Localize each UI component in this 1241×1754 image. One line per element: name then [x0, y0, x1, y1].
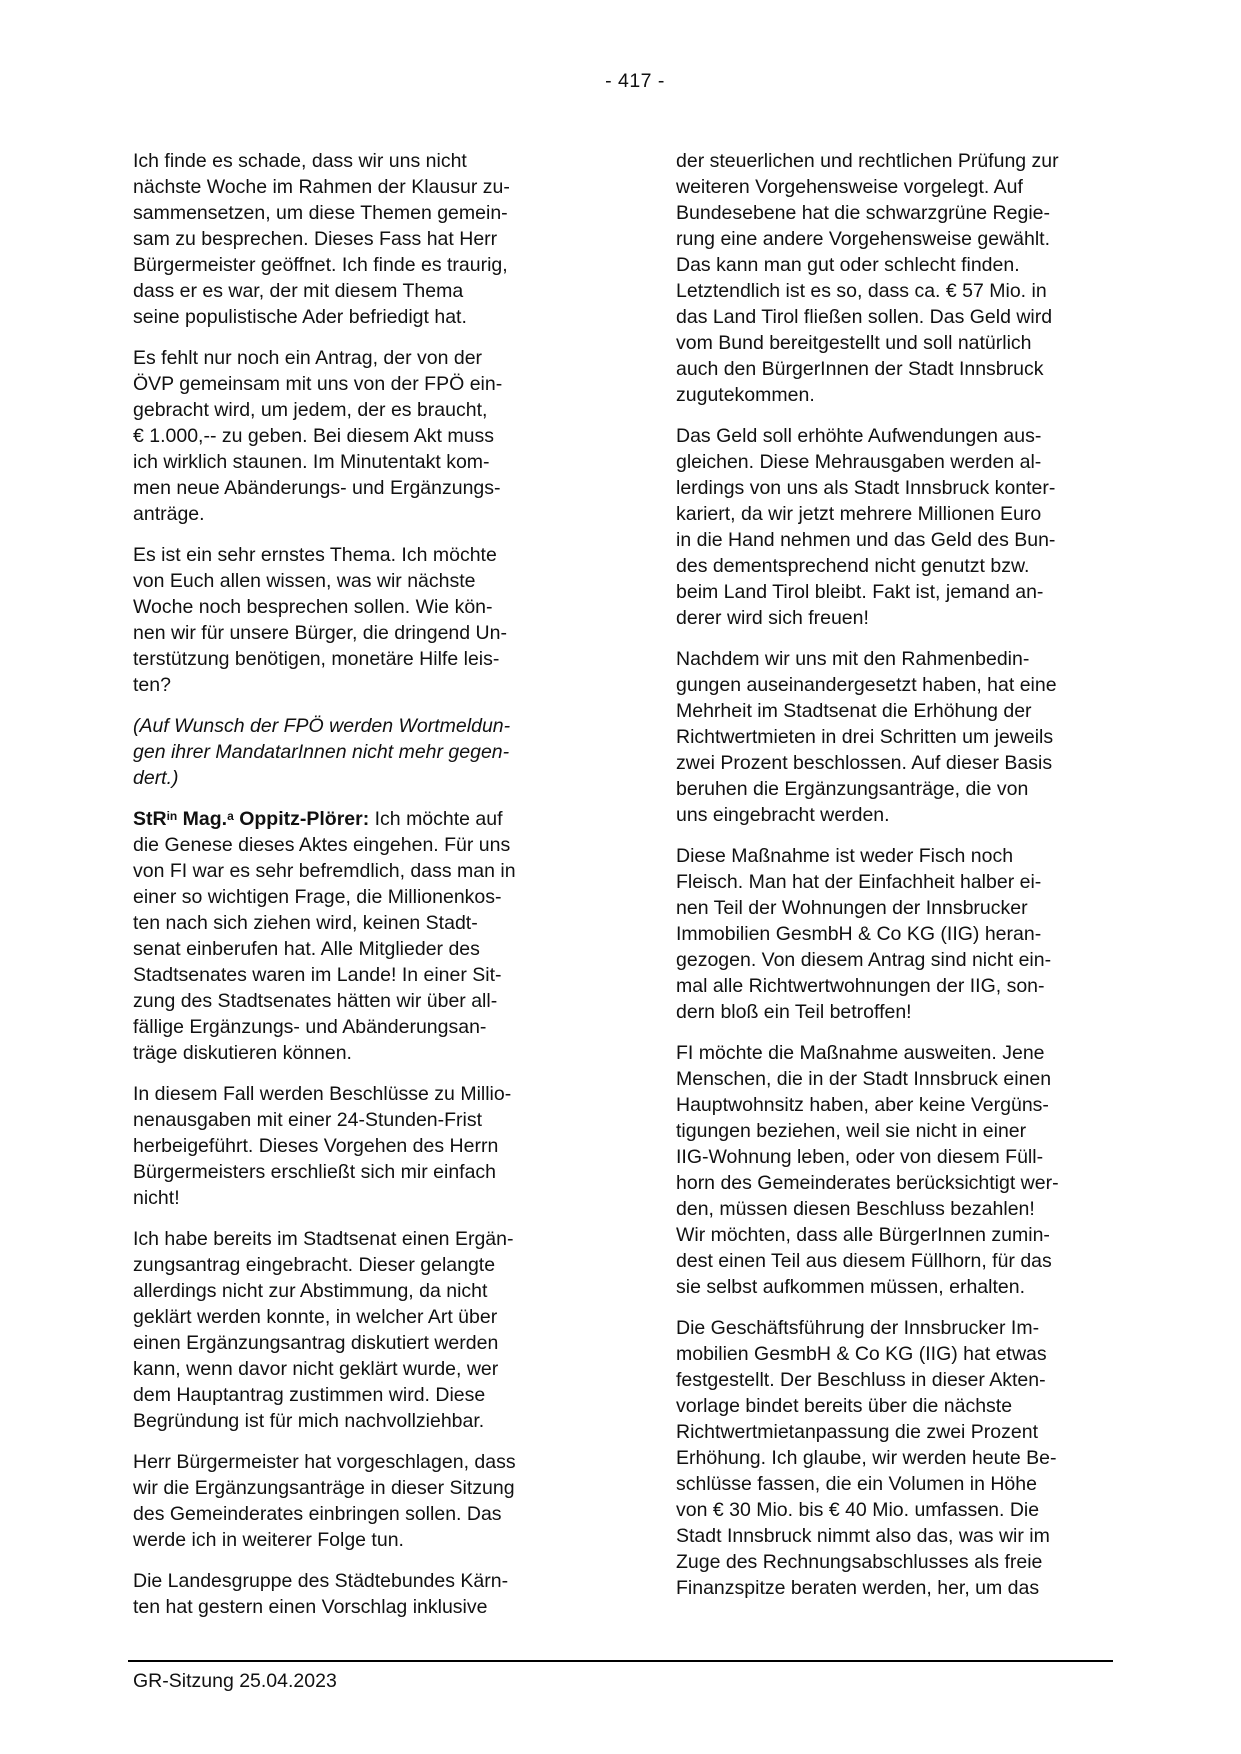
- text-line: sam zu besprechen. Dieses Fass hat Herr: [133, 228, 498, 250]
- text-line: nenausgaben mit einer 24-Stunden-Frist: [133, 1109, 483, 1131]
- speaker-name-part: Mag.: [177, 808, 228, 830]
- text-line: wir die Ergänzungsanträge in dieser Sitzung: [133, 1477, 515, 1499]
- text-line: ich wirklich staunen. Im Minutentakt kom-: [133, 451, 490, 473]
- text-line: Zuge des Rechnungsabschlusses als freie: [676, 1551, 1043, 1573]
- text-line: ÖVP gemeinsam mit uns von der FPÖ ein-: [133, 373, 503, 395]
- text-line: tigungen beziehen, weil sie nicht in einer: [676, 1120, 1027, 1142]
- text-line: mal alle Richtwertwohnungen der IIG, son-: [676, 975, 1045, 997]
- paragraph: [133, 806, 583, 1066]
- text-line: allerdings nicht zur Abstimmung, da nicht: [133, 1280, 488, 1302]
- text-line: Richtwertmietanpassung die zwei Prozent: [676, 1421, 1039, 1443]
- paragraph: [133, 1226, 583, 1434]
- text-line: Nachdem wir uns mit den Rahmenbedin-: [676, 648, 1030, 670]
- footer-session-label: GR-Sitzung 25.04.2023: [133, 1670, 337, 1692]
- paragraph: [133, 1449, 583, 1553]
- text-line: Es ist ein sehr ernstes Thema. Ich möchte: [133, 544, 497, 566]
- text-line: herbeigeführt. Dieses Vorgehen des Herrn: [133, 1135, 499, 1157]
- text-line: In diesem Fall werden Beschlüsse zu Millio-: [133, 1083, 512, 1105]
- text-line: dest einen Teil aus diesem Füllhorn, für das: [676, 1250, 1052, 1272]
- text-line: [133, 806, 583, 832]
- text-line: nicht!: [133, 1187, 180, 1209]
- text-line: Die Geschäftsführung der Innsbrucker Im-: [676, 1317, 1040, 1339]
- footer-divider: [128, 1660, 1113, 1662]
- text-line: gebracht wird, um jedem, der es braucht,: [133, 399, 488, 421]
- text-line: festgestellt. Der Beschluss in dieser Akten-: [676, 1369, 1046, 1391]
- text-line: dass er es war, der mit diesem Thema: [133, 280, 464, 302]
- text-line: des dementsprechend nicht genutzt bzw.: [676, 555, 1030, 577]
- text-line: ten hat gestern einen Vorschlag inklusive: [133, 1596, 488, 1618]
- text-line: weiteren Vorgehensweise vorgelegt. Auf: [676, 176, 1023, 198]
- paragraph: [133, 148, 583, 330]
- text-line: Finanzspitze beraten werden, her, um das: [676, 1577, 1040, 1599]
- text-line: gleichen. Diese Mehrausgaben werden al-: [676, 451, 1042, 473]
- text-line: Die Landesgruppe des Städtebundes Kärn-: [133, 1570, 509, 1592]
- text-line: sie selbst aufkommen müssen, erhalten.: [676, 1276, 1026, 1298]
- text-line: mobilien GesmbH & Co KG (IIG) hat etwas: [676, 1343, 1047, 1365]
- text-line: geklärt werden konnte, in welcher Art über: [133, 1306, 498, 1328]
- text-line: zung des Stadtsenates hätten wir über all-: [133, 990, 498, 1012]
- text-line: Herr Bürgermeister hat vorgeschlagen, dass: [133, 1451, 516, 1473]
- speaker-name-part: Oppitz-Plörer:: [233, 808, 370, 830]
- text-line: die Genese dieses Aktes eingehen. Für uns: [133, 834, 511, 856]
- speaker-name-part: StR: [133, 808, 167, 830]
- paragraph: [133, 542, 583, 698]
- text-line: zungsantrag eingebracht. Dieser gelangte: [133, 1254, 496, 1276]
- text-line: träge diskutieren können.: [133, 1042, 352, 1064]
- text-line: den, müssen diesen Beschluss bezahlen!: [676, 1198, 1035, 1220]
- paragraph: [676, 843, 1126, 1025]
- text-line: Bundesebene hat die schwarzgrüne Regie-: [676, 202, 1050, 224]
- text-line: beim Land Tirol bleibt. Fakt ist, jemand an-: [676, 581, 1044, 603]
- text-line: schlüsse fassen, die ein Volumen in Höhe: [676, 1473, 1037, 1495]
- paragraph: [676, 1040, 1126, 1300]
- text-line: gezogen. Von diesem Antrag sind nicht ein-: [676, 949, 1052, 971]
- text-line: Stadtsenates waren im Lande! In einer Sit-: [133, 964, 502, 986]
- text-line: dem Hauptantrag zustimmen wird. Diese: [133, 1384, 486, 1406]
- left-text-column: [133, 148, 583, 1635]
- text-line: men neue Abänderungs- und Ergänzungs-: [133, 477, 501, 499]
- text-line: vom Bund bereitgestellt und soll natürlich: [676, 332, 1032, 354]
- text-line: senat einberufen hat. Alle Mitglieder des: [133, 938, 480, 960]
- text-line: FI möchte die Maßnahme ausweiten. Jene: [676, 1042, 1045, 1064]
- text-line: von FI war es sehr befremdlich, dass man in: [133, 860, 516, 882]
- text-line: terstützung benötigen, monetäre Hilfe leis-: [133, 648, 500, 670]
- text-line: von Euch allen wissen, was wir nächste: [133, 570, 476, 592]
- text-line: auch den BürgerInnen der Stadt Innsbruck: [676, 358, 1044, 380]
- page-number: - 417 -: [605, 70, 665, 92]
- text-line: nen wir für unsere Bürger, die dringend Un-: [133, 622, 507, 644]
- text-line: sammensetzen, um diese Themen gemein-: [133, 202, 508, 224]
- paragraph: [676, 1315, 1126, 1601]
- text-line: derer wird sich freuen!: [676, 607, 869, 629]
- text-line: ten nach sich ziehen wird, keinen Stadt-: [133, 912, 478, 934]
- text-line: Mehrheit im Stadtsenat die Erhöhung der: [676, 700, 1032, 722]
- text-line: ten?: [133, 674, 171, 696]
- text-line: zwei Prozent beschlossen. Auf dieser Basis: [676, 752, 1053, 774]
- paragraph: [676, 423, 1126, 631]
- text-line: Letztendlich ist es so, dass ca. € 57 Mio. in: [676, 280, 1047, 302]
- paragraph: [133, 1081, 583, 1211]
- text-line: Immobilien GesmbH & Co KG (IIG) heran-: [676, 923, 1042, 945]
- text-line: Diese Maßnahme ist weder Fisch noch: [676, 845, 1014, 867]
- text-line: € 1.000,-- zu geben. Bei diesem Akt muss: [133, 425, 494, 447]
- text-line: einer so wichtigen Frage, die Millionenkos-: [133, 886, 502, 908]
- text-line: lerdings von uns als Stadt Innsbruck konter-: [676, 477, 1056, 499]
- text-line: Begründung ist für mich nachvollziehbar.: [133, 1410, 485, 1432]
- text-line: nächste Woche im Rahmen der Klausur zu-: [133, 176, 510, 198]
- text-line: Fleisch. Man hat der Einfachheit halber ei-: [676, 871, 1042, 893]
- text-line: dern bloß ein Teil betroffen!: [676, 1001, 912, 1023]
- text-line: uns eingebracht werden.: [676, 804, 890, 826]
- text-line: werde ich in weiterer Folge tun.: [133, 1529, 404, 1551]
- text-line: Ich finde es schade, dass wir uns nicht: [133, 150, 467, 172]
- text-line: einen Ergänzungsantrag diskutiert werden: [133, 1332, 499, 1354]
- paragraph: [676, 148, 1126, 408]
- text-line: beruhen die Ergänzungsanträge, die von: [676, 778, 1029, 800]
- text-line: nen Teil der Wohnungen der Innsbrucker: [676, 897, 1028, 919]
- text-line: Das Geld soll erhöhte Aufwendungen aus-: [676, 425, 1042, 447]
- text-line: Richtwertmieten in drei Schritten um jeweils: [676, 726, 1054, 748]
- paragraph: [133, 713, 583, 791]
- text-line: Bürgermeister geöffnet. Ich finde es traurig,: [133, 254, 508, 276]
- text-line: (Auf Wunsch der FPÖ werden Wortmeldun-: [133, 715, 511, 737]
- text-line: dert.): [133, 767, 179, 789]
- text-segment: Ich möchte auf: [369, 808, 503, 830]
- paragraph: [676, 646, 1126, 828]
- text-line: anträge.: [133, 503, 205, 525]
- paragraph: [133, 1568, 583, 1620]
- text-line: der steuerlichen und rechtlichen Prüfung zur: [676, 150, 1059, 172]
- text-line: horn des Gemeinderates berücksichtigt wer-: [676, 1172, 1059, 1194]
- text-line: von € 30 Mio. bis € 40 Mio. umfassen. Die: [676, 1499, 1040, 1521]
- text-line: IIG-Wohnung leben, oder von diesem Füll-: [676, 1146, 1044, 1168]
- text-line: gen ihrer MandatarInnen nicht mehr gegen-: [133, 741, 510, 763]
- paragraph: [133, 345, 583, 527]
- text-line: seine populistische Ader befriedigt hat.: [133, 306, 467, 328]
- text-line: Menschen, die in der Stadt Innsbruck einen: [676, 1068, 1052, 1090]
- text-line: Es fehlt nur noch ein Antrag, der von der: [133, 347, 483, 369]
- right-text-column: [676, 148, 1126, 1616]
- text-line: Wir möchten, dass alle BürgerInnen zumin-: [676, 1224, 1050, 1246]
- text-line: Ich habe bereits im Stadtsenat einen Ergän-: [133, 1228, 514, 1250]
- text-line: fällige Ergänzungs- und Abänderungsan-: [133, 1016, 487, 1038]
- text-line: Erhöhung. Ich glaube, wir werden heute Be-: [676, 1447, 1057, 1469]
- text-line: des Gemeinderates einbringen sollen. Das: [133, 1503, 502, 1525]
- text-line: in die Hand nehmen und das Geld des Bun-: [676, 529, 1056, 551]
- text-line: vorlage bindet bereits über die nächste: [676, 1395, 1013, 1417]
- text-line: zugutekommen.: [676, 384, 815, 406]
- text-line: Hauptwohnsitz haben, aber keine Vergüns-: [676, 1094, 1049, 1116]
- text-line: rung eine andere Vorgehensweise gewählt.: [676, 228, 1051, 250]
- text-line: Stadt Innsbruck nimmt also das, was wir im: [676, 1525, 1050, 1547]
- text-line: Das kann man gut oder schlecht finden.: [676, 254, 1020, 276]
- text-line: Woche noch besprechen sollen. Wie kön-: [133, 596, 493, 618]
- text-line: das Land Tirol fließen sollen. Das Geld wird: [676, 306, 1053, 328]
- text-line: kariert, da wir jetzt mehrere Millionen Euro: [676, 503, 1042, 525]
- speaker-name-part: in: [166, 808, 178, 823]
- text-line: Bürgermeisters erschließt sich mir einfach: [133, 1161, 497, 1183]
- text-line: gungen auseinandergesetzt haben, hat eine: [676, 674, 1057, 696]
- speaker-name-part: a: [227, 808, 234, 823]
- text-line: kann, wenn davor nicht geklärt wurde, wer: [133, 1358, 499, 1380]
